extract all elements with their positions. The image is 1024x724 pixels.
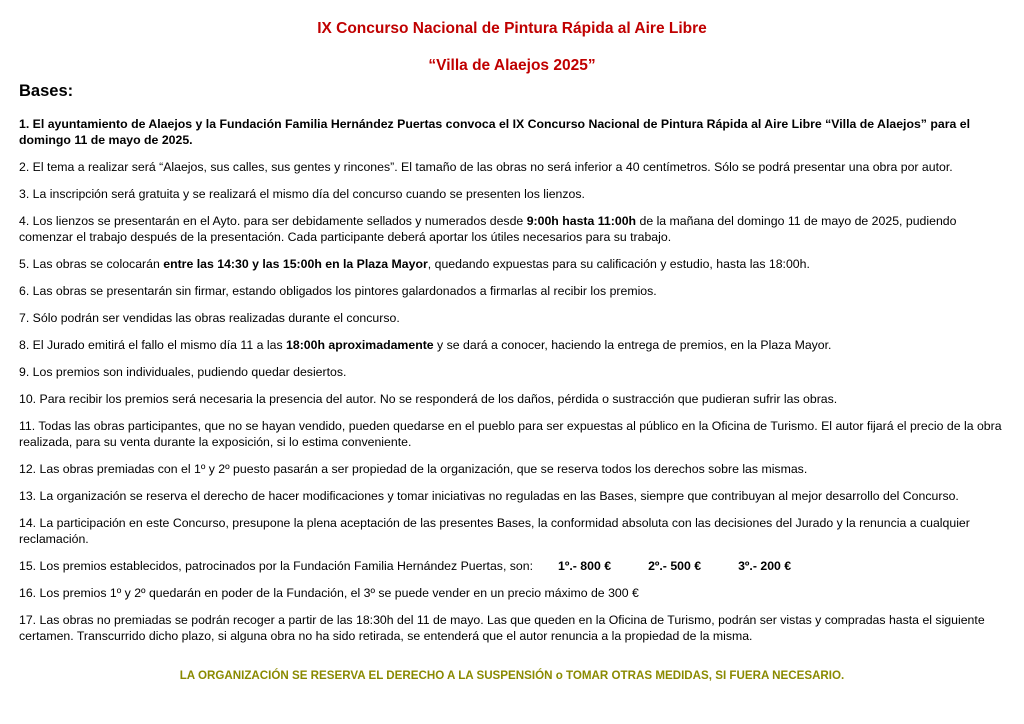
- prize-1: 1º.- 800 €: [558, 559, 612, 573]
- rule-6: 6. Las obras se presentarán sin firmar, estando obligados los pintores galardonados a firmarlas al recibir los premios.: [19, 284, 657, 298]
- prize-3: 3º.- 200 €: [738, 559, 792, 573]
- rule-17: 17. Las obras no premiadas se podrán recoger a partir de las 18:30h del 11 de mayo. Las que queden en la Oficina de Turismo, podrán ser vistas y compradas hasta el siguiente certamen. Transcurrido dicho plazo, si alguna obra no ha sido retirada, se entenderá que el autor renuncia a la propiedad de la misma.: [19, 613, 985, 643]
- rule-16: 16. Los premios 1º y 2º quedarán en poder de la Fundación, el 3º se puede vender en un precio máximo de 300 €: [19, 586, 639, 600]
- page-subtitle: “Villa de Alaejos 2025”: [428, 57, 596, 74]
- rule-10: 10. Para recibir los premios será necesaria la presencia del autor. No se responderá de los daños, pérdida o sustracción que pudieran sufrir las obras.: [19, 392, 838, 406]
- rule-5-part-a: 5. Las obras se colocarán: [19, 257, 164, 271]
- rule-5-place: entre las 14:30 y las 15:00h en la Plaza Mayor: [163, 257, 428, 271]
- footer-notice: LA ORGANIZACIÓN SE RESERVA EL DERECHO A LA SUSPENSIÓN o TOMAR OTRAS MEDIDAS, SI FUERA NECESARIO.: [179, 669, 845, 682]
- rules-list: [19, 116, 1009, 655]
- rule-13: 13. La organización se reserva el derecho de hacer modificaciones y tomar iniciativas no reguladas en las Bases, siempre que contribuyan al mejor desarrollo del Concurso.: [19, 489, 959, 503]
- rule-4: [19, 213, 1009, 245]
- rule-5: [19, 256, 1009, 272]
- prize-2: 2º.- 500 €: [648, 559, 702, 573]
- rule-8-time: 18:00h aproximadamente: [286, 338, 434, 352]
- rule-1-text: 1. El ayuntamiento de Alaejos y la Fundación Familia Hernández Puertas convoca el IX Concurso Nacional de Pintura Rápida al Aire Libre “Villa de Alaejos” para el domingo 11 de mayo de 2025.: [19, 117, 971, 147]
- rule-11: 11. Todas las obras participantes, que no se hayan vendido, pueden quedarse en el pueblo para ser expuestas al público en la Oficina de Turismo. El autor fijará el precio de la obra realizada, para su venta durante la exposición, si lo estima conveniente.: [19, 419, 1002, 449]
- rule-8-part-c: y se dará a conocer, haciendo la entrega de premios, en la Plaza Mayor.: [433, 338, 832, 352]
- rule-4-hours: 9:00h hasta 11:00h: [526, 214, 637, 228]
- rule-8-part-a: 8. El Jurado emitirá el fallo el mismo día 11 a las: [19, 338, 287, 352]
- rule-9: 9. Los premios son individuales, pudiendo quedar desiertos.: [19, 365, 347, 379]
- rule-4-part-a: 4. Los lienzos se presentarán en el Ayto. para ser debidamente sellados y numerados desde: [19, 214, 527, 228]
- rule-2: 2. El tema a realizar será “Alaejos, sus calles, sus gentes y rincones”. El tamaño de las obras no será inferior a 40 centímetros. Sólo se podrá presentar una obra por autor.: [19, 160, 953, 174]
- rule-12: 12. Las obras premiadas con el 1º y 2º puesto pasarán a ser propiedad de la organización, que se reserva todos los derechos sobre las mismas.: [19, 462, 808, 476]
- rule-3: 3. La inscripción será gratuita y se realizará el mismo día del concurso cuando se presenten los lienzos.: [19, 187, 585, 201]
- rule-14: 14. La participación en este Concurso, presupone la plena aceptación de las presentes Bases, la conformidad absoluta con las decisiones del Jurado y la renuncia a cualquier reclamación.: [19, 516, 970, 546]
- rule-15: [19, 558, 1009, 574]
- rule-4-part-c: de la mañana del domingo 11 de mayo de 2025, pudiendo comenzar el trabajo después de la presentación. Cada participante deberá aportar los útiles necesarios para su trabajo.: [19, 214, 957, 244]
- rule-7: 7. Sólo podrán ser vendidas las obras realizadas durante el concurso.: [19, 311, 400, 325]
- page-title: IX Concurso Nacional de Pintura Rápida al Aire Libre: [317, 20, 707, 37]
- bases-heading: Bases:: [19, 82, 74, 100]
- rule-15-text: 15. Los premios establecidos, patrocinados por la Fundación Familia Hernández Puertas, son:: [19, 559, 534, 573]
- rule-8: [19, 337, 1009, 353]
- rule-5-part-c: , quedando expuestas para su calificación y estudio, hasta las 18:00h.: [427, 257, 810, 271]
- rule-1: [19, 116, 1009, 148]
